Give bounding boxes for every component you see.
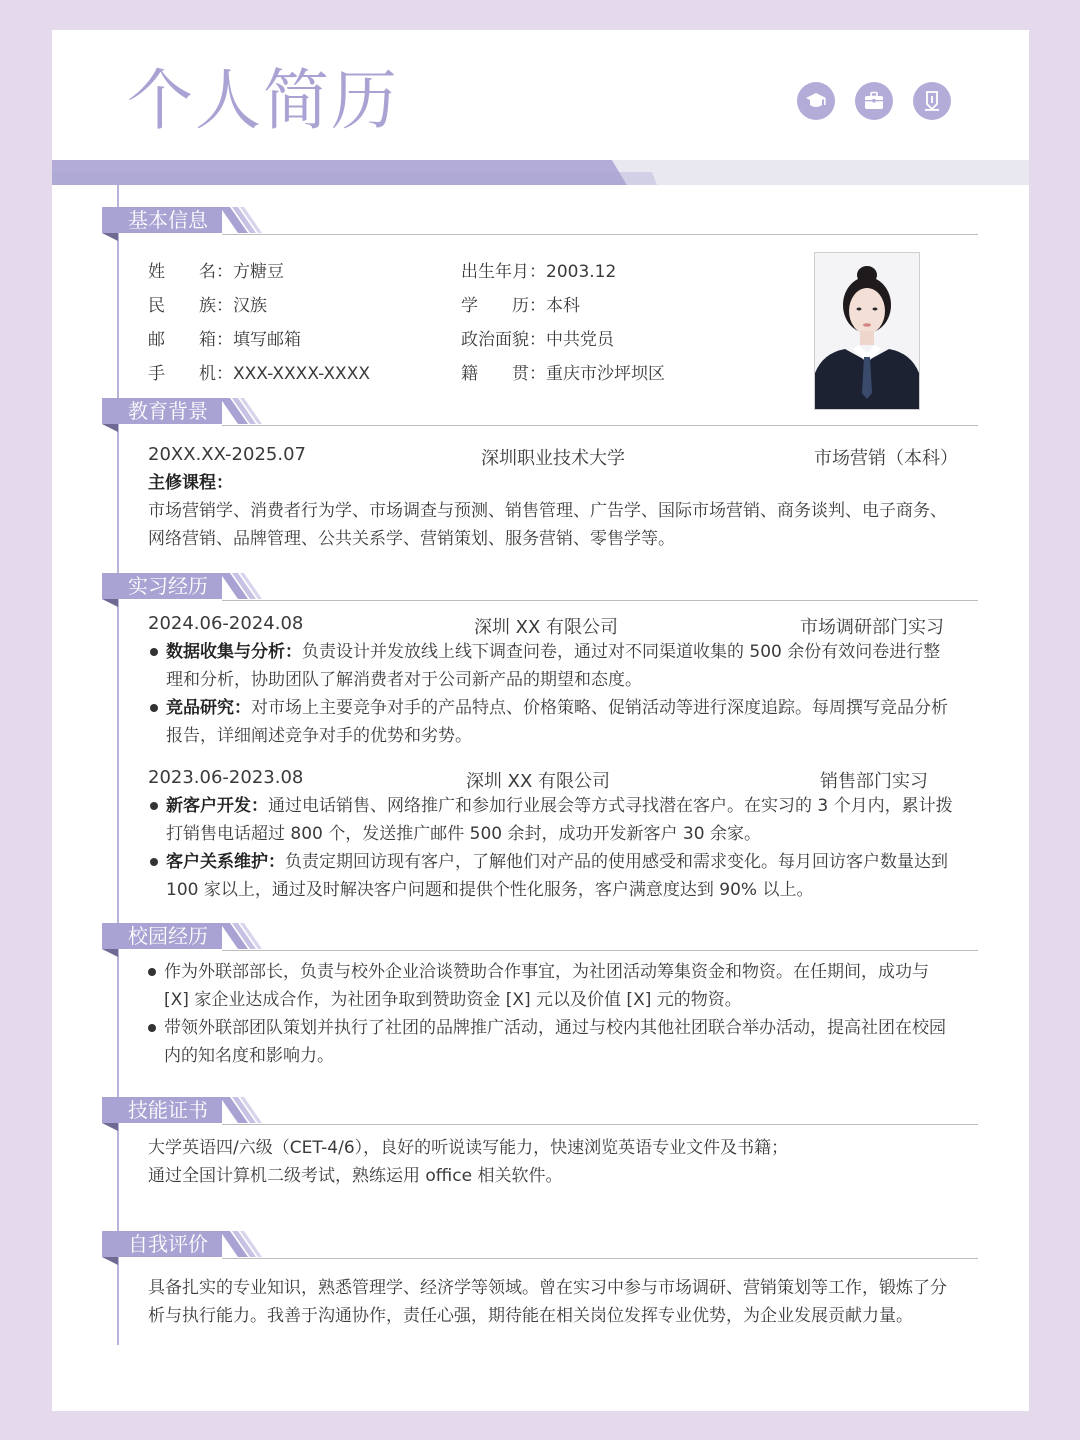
section-title: 技能证书: [102, 1097, 222, 1123]
education-courses: 主修课程： 市场营销学、消费者行为学、市场调查与预测、销售管理、广告学、国际市场营销、商务谈判、电子商务、网络营销、品牌管理、公共关系学、营销策划、服务营销、零售学等。: [148, 473, 947, 549]
section-internship: [102, 573, 978, 601]
section-title: 自我评价: [102, 1231, 222, 1257]
self-evaluation: 具备扎实的专业知识，熟悉管理学、经济学等领域。曾在实习中参与市场调研、营销策划等工作，锻炼了分析与执行能力。我善于沟通协作，责任心强，期待能在相关岗位发挥专业优势，为企业发展贡献力量。: [148, 1278, 947, 1326]
section-education: [102, 398, 978, 426]
section-basic: [102, 207, 978, 235]
header-band: [52, 160, 1029, 185]
info-phone: 手 机：XXX-XXXX-XXXX: [148, 364, 370, 384]
info-education: 学 历：本科: [461, 296, 580, 316]
briefcase-icon: [855, 82, 893, 120]
skills-details: [148, 1134, 956, 1190]
section-header: [102, 207, 978, 235]
section-title: 校园经历: [102, 923, 222, 949]
section-header: [102, 398, 978, 426]
timeline-line: [117, 185, 119, 1345]
info-hometown: 籍 贯：重庆市沙坪坝区: [461, 364, 665, 384]
stripe-decoration: [220, 207, 264, 233]
pen-icon: [913, 82, 951, 120]
list-item: 新客户开发：通过电话销售、网络推广和参加行业展会等方式寻找潜在客户。在实习的 3 个月内，累计拨打销售电话超过 800 个，发送推广邮件 500 余封，成功开发新客户 30 余家。: [148, 792, 956, 848]
job-details: [148, 638, 956, 750]
section-skills: [102, 1097, 978, 1125]
graduation-cap-icon: [797, 82, 835, 120]
section-header: [102, 1231, 978, 1259]
info-email: 邮 箱：填写邮箱: [148, 330, 301, 350]
education-row: [148, 444, 958, 470]
job-row: 2024.06-2024.08 深圳 XX 有限公司 市场调研部门实习: [148, 613, 944, 638]
section-self: [102, 1231, 978, 1259]
list-item: 带领外联部团队策划并执行了社团的品牌推广活动，通过与校内其他社团联合举办活动，提高社团在校园内的知名度和影响力。: [146, 1014, 954, 1070]
info-name: 姓 名：方糖豆: [148, 262, 284, 282]
profile-photo: [814, 252, 920, 410]
section-campus: [102, 923, 978, 951]
section-title: 教育背景: [102, 398, 222, 424]
info-politics: 政治面貌：中共党员: [461, 330, 614, 350]
list-item: 作为外联部部长，负责与校外企业洽谈赞助合作事宜，为社团活动筹集资金和物资。在任期间，成功与 [X] 家企业达成合作，为社团争取到赞助资金 [X] 元以及价值 [X] 元的物资。: [146, 958, 954, 1014]
job-row: 2023.06-2023.08 深圳 XX 有限公司 销售部门实习: [148, 767, 928, 792]
list-item: 竞品研究：对市场上主要竞争对手的产品特点、价格策略、促销活动等进行深度追踪。每周撰写竞品分析报告，详细阐述竞争对手的优势和劣势。: [148, 694, 956, 750]
education-school: 深圳职业技术大学: [481, 448, 625, 469]
stripe-decoration: [220, 923, 264, 949]
skill-line: 大学英语四/六级（CET-4/6），良好的听说读写能力，快速浏览英语专业文件及书籍；: [148, 1138, 789, 1158]
stripe-decoration: [220, 573, 264, 599]
job-details: [148, 792, 956, 904]
stripe-decoration: [220, 1097, 264, 1123]
info-birth: 出生年月：2003.12: [461, 262, 617, 282]
education-date: 20XX.XX-2025.07: [148, 444, 306, 465]
education-major: 市场营销（本科）: [814, 448, 958, 469]
skill-line: 通过全国计算机二级考试，熟练运用 office 相关软件。: [148, 1166, 563, 1186]
section-header: [102, 1097, 978, 1125]
section-header: [102, 573, 978, 601]
campus-details: [146, 958, 954, 1070]
list-item: 客户关系维护：负责定期回访现有客户，了解他们对产品的使用感受和需求变化。每月回访客户数量达到 100 家以上，通过及时解决客户问题和提供个性化服务，客户满意度达到 90% 以上。: [148, 848, 956, 904]
section-header: [102, 923, 978, 951]
list-item: 数据收集与分析：负责设计并发放线上线下调查问卷，通过对不同渠道收集的 500 余份有效问卷进行整理和分析，协助团队了解消费者对于公司新产品的期望和态度。: [148, 638, 956, 694]
resume-page: [52, 30, 1029, 1411]
stripe-decoration: [220, 1231, 264, 1257]
stripe-decoration: [220, 398, 264, 424]
page-title: 个人简历: [127, 62, 399, 139]
section-title: 实习经历: [102, 573, 222, 599]
section-title: 基本信息: [102, 207, 222, 233]
info-ethnic: 民 族：汉族: [148, 296, 267, 316]
